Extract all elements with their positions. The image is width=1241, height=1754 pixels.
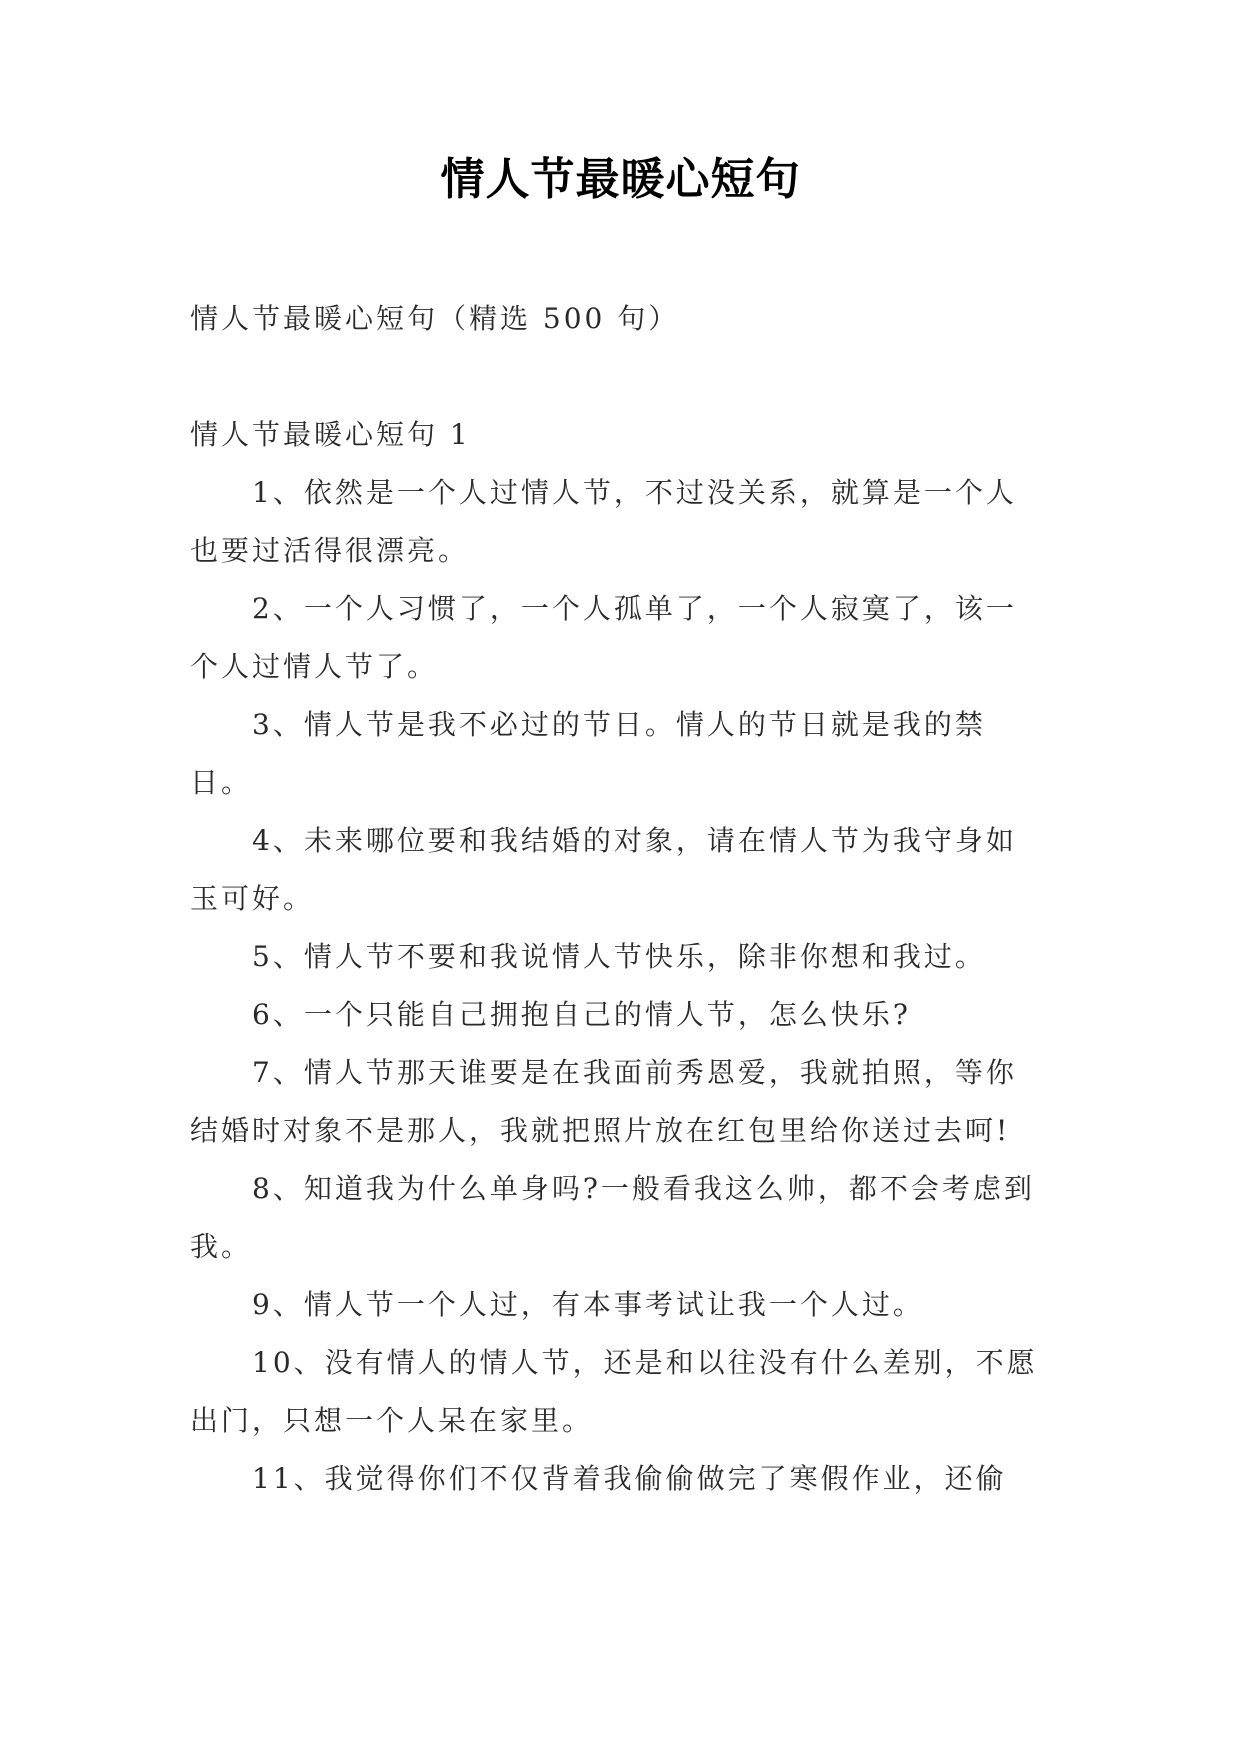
list-item: 5、情人节不要和我说情人节快乐，除非你想和我过。 <box>252 940 986 973</box>
list-item: 8、知道我为什么单身吗?一般看我这么帅，都不会考虑到我。 <box>190 1172 1035 1263</box>
list-item: 11、我觉得你们不仅背着我偷偷做完了寒假作业，还偷 <box>252 1462 1007 1495</box>
list-item: 1、依然是一个人过情人节，不过没关系，就算是一个人也要过活得很漂亮。 <box>190 476 1017 567</box>
list-item: 7、情人节那天谁要是在我面前秀恩爱，我就拍照，等你结婚时对象不是那人，我就把照片放在红包里给你送过去呵! <box>190 1056 1017 1147</box>
list-item: 4、未来哪位要和我结婚的对象，请在情人节为我守身如玉可好。 <box>190 824 1017 915</box>
list-item: 2、一个人习惯了，一个人孤单了，一个人寂寞了，该一个人过情人节了。 <box>190 592 1017 683</box>
list-item: 3、情人节是我不必过的节日。情人的节日就是我的禁日。 <box>190 708 986 799</box>
document-subtitle: 情人节最暖心短句（精选 500 句） <box>190 302 680 335</box>
list-item: 9、情人节一个人过，有本事考试让我一个人过。 <box>252 1288 924 1321</box>
document-title: 情人节最暖心短句 <box>440 154 801 205</box>
document-body <box>190 290 1046 1508</box>
list-item: 6、一个只能自己拥抱自己的情人节，怎么快乐? <box>252 998 911 1031</box>
list-item: 10、没有情人的情人节，还是和以往没有什么差别，不愿出门，只想一个人呆在家里。 <box>190 1346 1038 1437</box>
section-heading: 情人节最暖心短句 1 <box>190 418 471 451</box>
